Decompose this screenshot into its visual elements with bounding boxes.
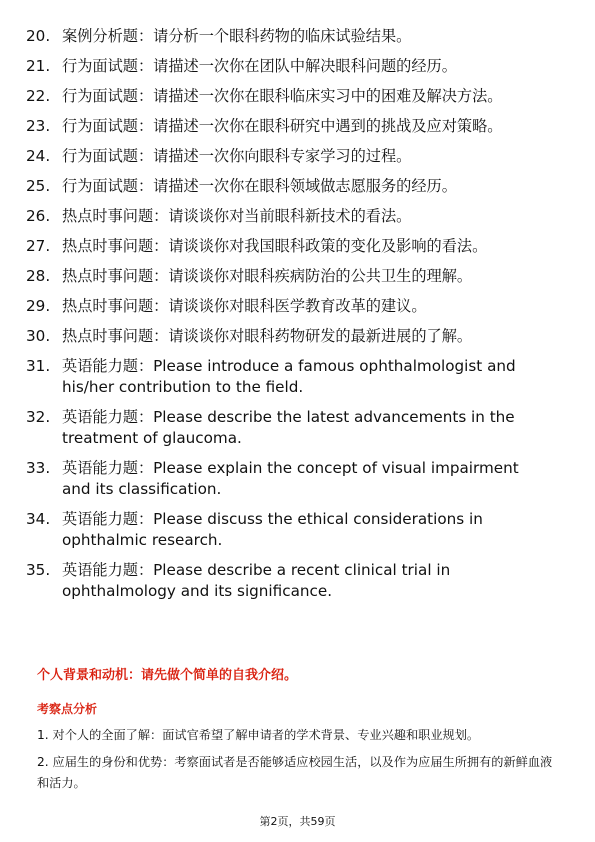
question-number: 30. [26,327,51,345]
question-item [26,458,546,500]
question-number: 35. [26,561,51,579]
question-text: 热点时事问题：请谈谈你对眼科疾病防治的公共卫生的理解。 [62,267,473,285]
analysis-point: 1. 对个人的全面了解：面试官希望了解申请者的学术背景、专业兴趣和职业规划。 [37,728,480,742]
question-text: 行为面试题：请描述一次你向眼科专家学习的过程。 [62,147,412,165]
question-number: 21. [26,57,51,75]
question-text: 行为面试题：请描述一次你在眼科领域做志愿服务的经历。 [62,177,457,195]
question-text: 行为面试题：请描述一次你在团队中解决眼科问题的经历。 [62,57,457,75]
question-text: 行为面试题：请描述一次你在眼科临床实习中的困难及解决方法。 [62,87,503,105]
question-number: 25. [26,177,51,195]
analysis-points [37,725,557,800]
analysis-heading: 考察点分析 [37,702,98,716]
question-number: 33. [26,459,51,477]
question-item [26,26,546,47]
question-item [26,296,546,317]
question-text: 热点时事问题：请谈谈你对当前眼科新技术的看法。 [62,207,412,225]
question-item [26,86,546,107]
question-text: 案例分析题：请分析一个眼科药物的临床试验结果。 [62,27,412,45]
question-text: 热点时事问题：请谈谈你对我国眼科政策的变化及影响的看法。 [62,237,488,255]
question-item [26,56,546,77]
question-text: 英语能力题：Please introduce a famous ophthalmologist and his/her contribution to the field. [62,357,516,396]
question-text: 热点时事问题：请谈谈你对眼科医学教育改革的建议。 [62,297,427,315]
question-text: 行为面试题：请描述一次你在眼科研究中遇到的挑战及应对策略。 [62,117,503,135]
question-text: 英语能力题：Please describe the latest advancements in the treatment of glaucoma. [62,408,515,447]
question-text: 英语能力题：Please explain the concept of visual impairment and its classification. [62,459,519,498]
question-item [26,116,546,137]
question-number: 24. [26,147,51,165]
question-item [26,146,546,167]
question-number: 26. [26,207,51,225]
question-item [26,509,546,551]
question-number: 32. [26,408,51,426]
question-item [26,236,546,257]
question-item [26,356,546,398]
page-number-footer: 第2页，共59页 [259,815,336,828]
section-heading: 个人背景和动机：请先做个简单的自我介绍。 [37,668,298,683]
question-item [26,266,546,287]
question-item [26,560,546,602]
question-item [26,407,546,449]
question-list [26,26,546,611]
question-number: 27. [26,237,51,255]
analysis-point: 2. 应届生的身份和优势：考察面试者是否能够适应校园生活，以及作为应届生所拥有的新鲜血液和活力。 [37,755,553,790]
question-text: 英语能力题：Please describe a recent clinical trial in ophthalmology and its significance. [62,561,451,600]
question-number: 31. [26,357,51,375]
question-number: 20. [26,27,51,45]
question-item [26,176,546,197]
question-number: 29. [26,297,51,315]
question-item [26,326,546,347]
question-text: 热点时事问题：请谈谈你对眼科药物研发的最新进展的了解。 [62,327,473,345]
question-number: 28. [26,267,51,285]
question-number: 22. [26,87,51,105]
question-number: 34. [26,510,51,528]
question-number: 23. [26,117,51,135]
question-item [26,206,546,227]
question-text: 英语能力题：Please discuss the ethical considerations in ophthalmic research. [62,510,483,549]
